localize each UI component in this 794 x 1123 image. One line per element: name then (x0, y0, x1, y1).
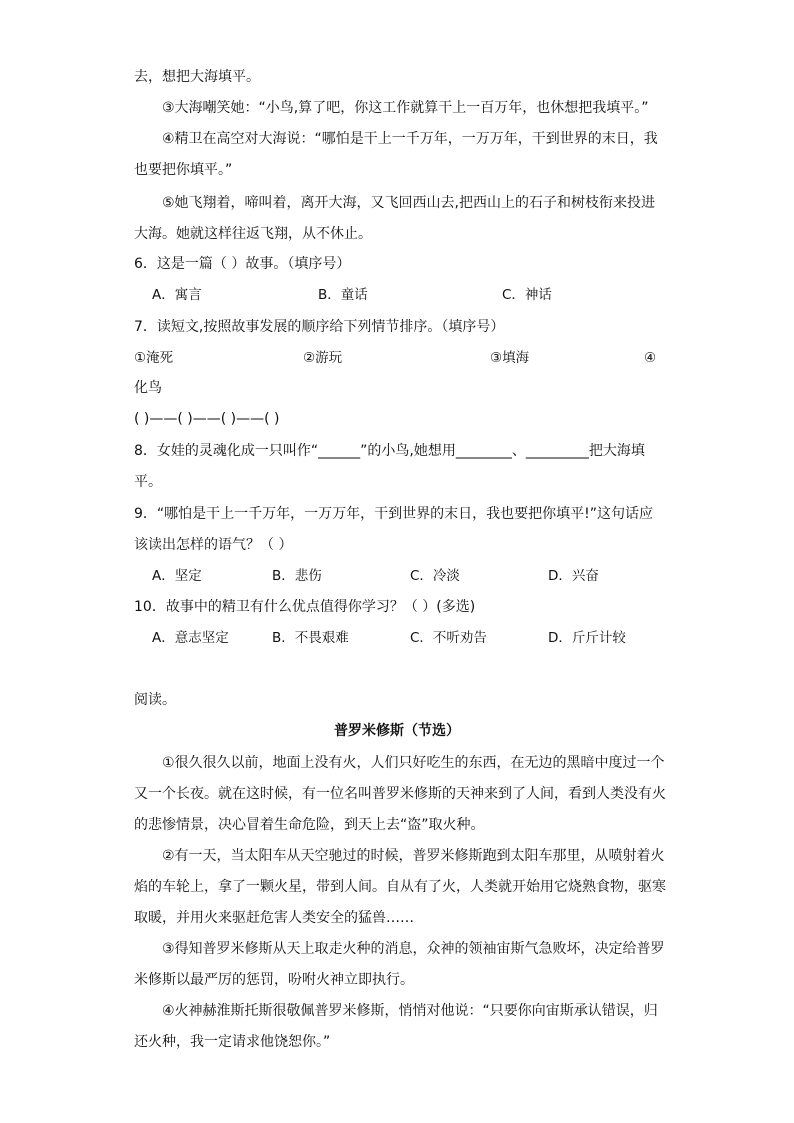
question-9: 9．“哪怕是干上一千万年，一万万年，干到世界的末日，我也要把你填平!”这句话应 (134, 506, 654, 522)
reading-line: 还火种，我一定请求他饶恕你。” (134, 1034, 331, 1050)
question-10: 10．故事中的精卫有什么优点值得你学习？（ ）(多选) (134, 599, 476, 615)
q10-option-d: D．斤斤计较 (548, 630, 626, 646)
q9-option-b: B．悲伤 (272, 568, 322, 584)
q7-item-4: ④ (644, 350, 657, 366)
reading-paragraph-4: ④火神赫淮斯托斯很敬佩普罗米修斯，悄悄对他说：“只要你向宙斯承认错误，归 (162, 1003, 658, 1019)
reading-line: 焰的车轮上，拿了一颗火星，带到人间。自从有了火，人类就开始用它烧熟食物，驱寒 (134, 879, 666, 895)
reading-label: 阅读。 (134, 692, 176, 708)
q10-option-a: A．意志坚定 (152, 630, 229, 646)
reading-line: 又一个长夜。就在这时候，有一位名叫普罗米修斯的天神来到了人间，看到人类没有火 (134, 786, 666, 802)
passage-paragraph-5: ⑤她飞翔着，啼叫着，离开大海，又飞回西山去,把西山上的石子和树枝衔来投进 (162, 195, 655, 211)
q9-option-c: C．冷淡 (410, 568, 460, 584)
q6-option-c: C．神话 (502, 287, 552, 303)
q9-option-a: A．坚定 (152, 568, 202, 584)
reading-paragraph-2: ②有一天，当太阳车从天空驰过的时候，普罗米修斯跑到太阳车那里，从喷射着火 (162, 848, 665, 864)
reading-line: 的悲惨情景，决心冒着生命危险，到天上去“盗”取火种。 (134, 817, 485, 833)
q7-item-2: ②游玩 (303, 350, 343, 366)
reading-paragraph-3: ③得知普罗米修斯从天上取走火种的消息，众神的领袖宙斯气急败坏，决定给普罗 (162, 941, 665, 957)
passage-line: 也要把你填平。” (134, 162, 233, 178)
question-8-cont: 平。 (134, 474, 162, 490)
q10-option-c: C．不听劝告 (410, 630, 487, 646)
passage-paragraph-3: ③大海嘲笑她：“小鸟,算了吧，你这工作就算干上一百万年，也休想把我填平。” (162, 100, 649, 116)
q6-option-a: A．寓言 (152, 287, 202, 303)
reading-line: 取暖，并用火来驱赶危害人类安全的猛兽…… (134, 910, 414, 926)
q6-option-b: B．童话 (318, 287, 368, 303)
q9-option-d: D．兴奋 (548, 568, 599, 584)
q7-item-1: ①淹死 (134, 350, 174, 366)
passage-line: 大海。她就这样往返飞翔，从不休止。 (134, 226, 372, 242)
reading-paragraph-1: ①很久很久以前，地面上没有火，人们只好吃生的东西，在无边的黑暗中度过一个 (162, 755, 665, 771)
reading-line: 米修斯以最严厉的惩罚，吩咐火神立即执行。 (134, 972, 414, 988)
question-9-cont: 该读出怎样的语气？（ ） (134, 537, 293, 553)
q7-answer-blanks: ( )——( )——( )——( ) (134, 411, 280, 427)
question-8: 8．女娃的灵魂化成一只叫作“______”的小鸟,她想用________、_________把大海填 (134, 443, 645, 459)
question-6: 6．这是一篇（ ）故事。（填序号） (134, 256, 351, 272)
passage-line: 去，想把大海填平。 (134, 69, 260, 85)
q10-option-b: B．不畏艰难 (272, 630, 349, 646)
reading-title: 普罗米修斯（节选） (334, 723, 460, 739)
question-7: 7．读短文,按照故事发展的顺序给下列情节排序。（填序号） (134, 319, 505, 335)
q7-item-4-cont: 化鸟 (134, 380, 162, 396)
q7-item-3: ③填海 (490, 350, 530, 366)
passage-paragraph-4: ④精卫在高空对大海说：“哪怕是干上一千万年，一万万年，干到世界的末日，我 (162, 131, 658, 147)
